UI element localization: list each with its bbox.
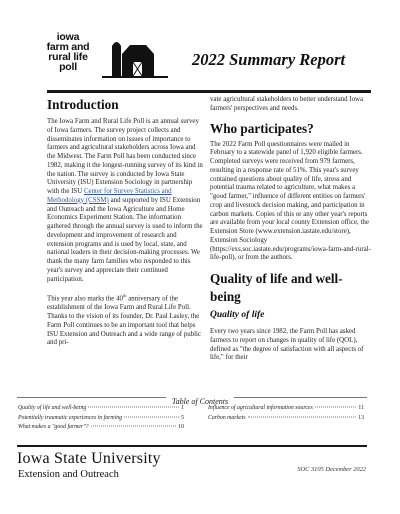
farm-poll-logo [30,32,180,90]
toc-entry-label: Potentially traumatic experiences in farming [18,414,122,421]
toc-entry[interactable] [18,404,184,414]
logo-wordmark: iowa farm and rural life poll [46,31,90,73]
isu-wordmark: Iowa State University [17,450,161,467]
left-column [47,96,204,348]
quality-heading: Quality of life and well-being [210,271,343,304]
intro-text-tail: and supported by ISU Extension and Outreach and the Iowa Agriculture and Home Economics Experiment Station. The information gathered through the annual survey is used to inform the development and improvement of research and extension programs and is used by local, state, and national leaders in their decision-making processes. We thank the many farm families who responded to this year's survey and appreciate their continued participation. [47,196,203,283]
participants-heading: Who participates? [210,120,314,136]
toc-entry[interactable] [18,414,184,424]
toc-entry[interactable] [18,423,184,433]
quality-of-life-subheading: Quality of life [210,310,265,320]
document-id: SOC 3105 December 2022 [297,466,366,473]
toc-entry-label: Quality of life and well-being [18,405,87,411]
intro-text-lead: The Iowa Farm and Rural Life Poll is an annual survey of Iowa farmers. The survey project collects and disseminates information on issues of importance to farmers and agricultural stakeholders across Iowa and the Midwest. The Farm Poll has been conducted since 1982, making it the longest-running survey of its kind in the nation. The survey is conducted by Iowa State University (ISU) Extension Sociology in partnership with the ISU [47,118,203,195]
toc-entry-page: 10 [178,424,184,431]
toc-entry-page: 1 [181,405,184,411]
extension-outreach-label: Extension and Outreach [18,469,119,480]
anniversary-paragraph [47,292,204,348]
toc-leader [91,426,177,427]
toc-entry[interactable] [208,414,364,424]
footer-rule [17,445,367,447]
toc-right-column [208,404,364,423]
introduction-heading: Introduction [47,97,119,112]
header-rule [47,90,371,93]
toc-leader [124,416,179,417]
introduction-paragraph [47,118,204,284]
toc-leader [248,416,357,417]
toc-entry[interactable] [208,404,364,414]
toc-entry-page: 11 [358,405,364,411]
introduction-continuation: vate agricultural stakeholders to better understand Iowa farmers' perspectives and needs. [210,96,364,112]
toc-entry-label: Carbon markets [208,414,246,421]
right-column [210,96,372,363]
cssm-link[interactable]: Center for Survey Statistics and Methodology (CSSM) [47,188,172,204]
barn-silo-icon [102,32,168,80]
ordinal-suffix: th [122,293,127,299]
toc-left-column [18,404,184,433]
anniversary-text-pre: This year also marks the 40 [47,295,123,303]
report-title: 2022 Summary Report [192,50,346,69]
toc-entry-label: Influence of agricultural information sources [208,405,313,411]
toc-title: Table of Contents [166,397,234,406]
toc-leader [315,407,357,408]
quality-paragraph: Every two years since 1982, the Farm Poll has asked farmers to report on changes in quality of life (QOL), defined as "the degree of satisfaction with all aspects of life," for their [210,328,364,362]
toc-leader [88,407,179,408]
participants-paragraph: The 2022 Farm Poll questionnaires were mailed in February to a statewide panel of 1,920 eligible farmers. Completed surveys were received from 979 farmers, resulting in a response rate of 51%. This year's survey contained questions about quality of life, stress and potential trauma related to agriculture, what makes a "good farmer," influence of different entities on farmers' crop and livestock decision making, and participation in carbon markets. Copies of this or any other year's reports are available from your local county Extension office, the Extension Store (www.extension.iastate.edu/store), Extension Sociology (https://exs.soc.iastate.edu/programs/iowa-farm-and-rural-life-poll), or from the authors. [210,140,371,262]
toc-entry-label: What makes a "good farmer"? [18,424,89,431]
toc-entry-page: 5 [181,414,184,421]
anniversary-text-post: anniversary of the establishment of the Iowa Farm and Rural Life Poll. Thanks to the vision of its founder, Dr. Paul Lasley, the Farm Poll continues to be an important tool that helps ISU Extension and Outreach and a wide range of public and pri- [47,295,202,347]
toc-entry-page: 13 [358,414,364,421]
